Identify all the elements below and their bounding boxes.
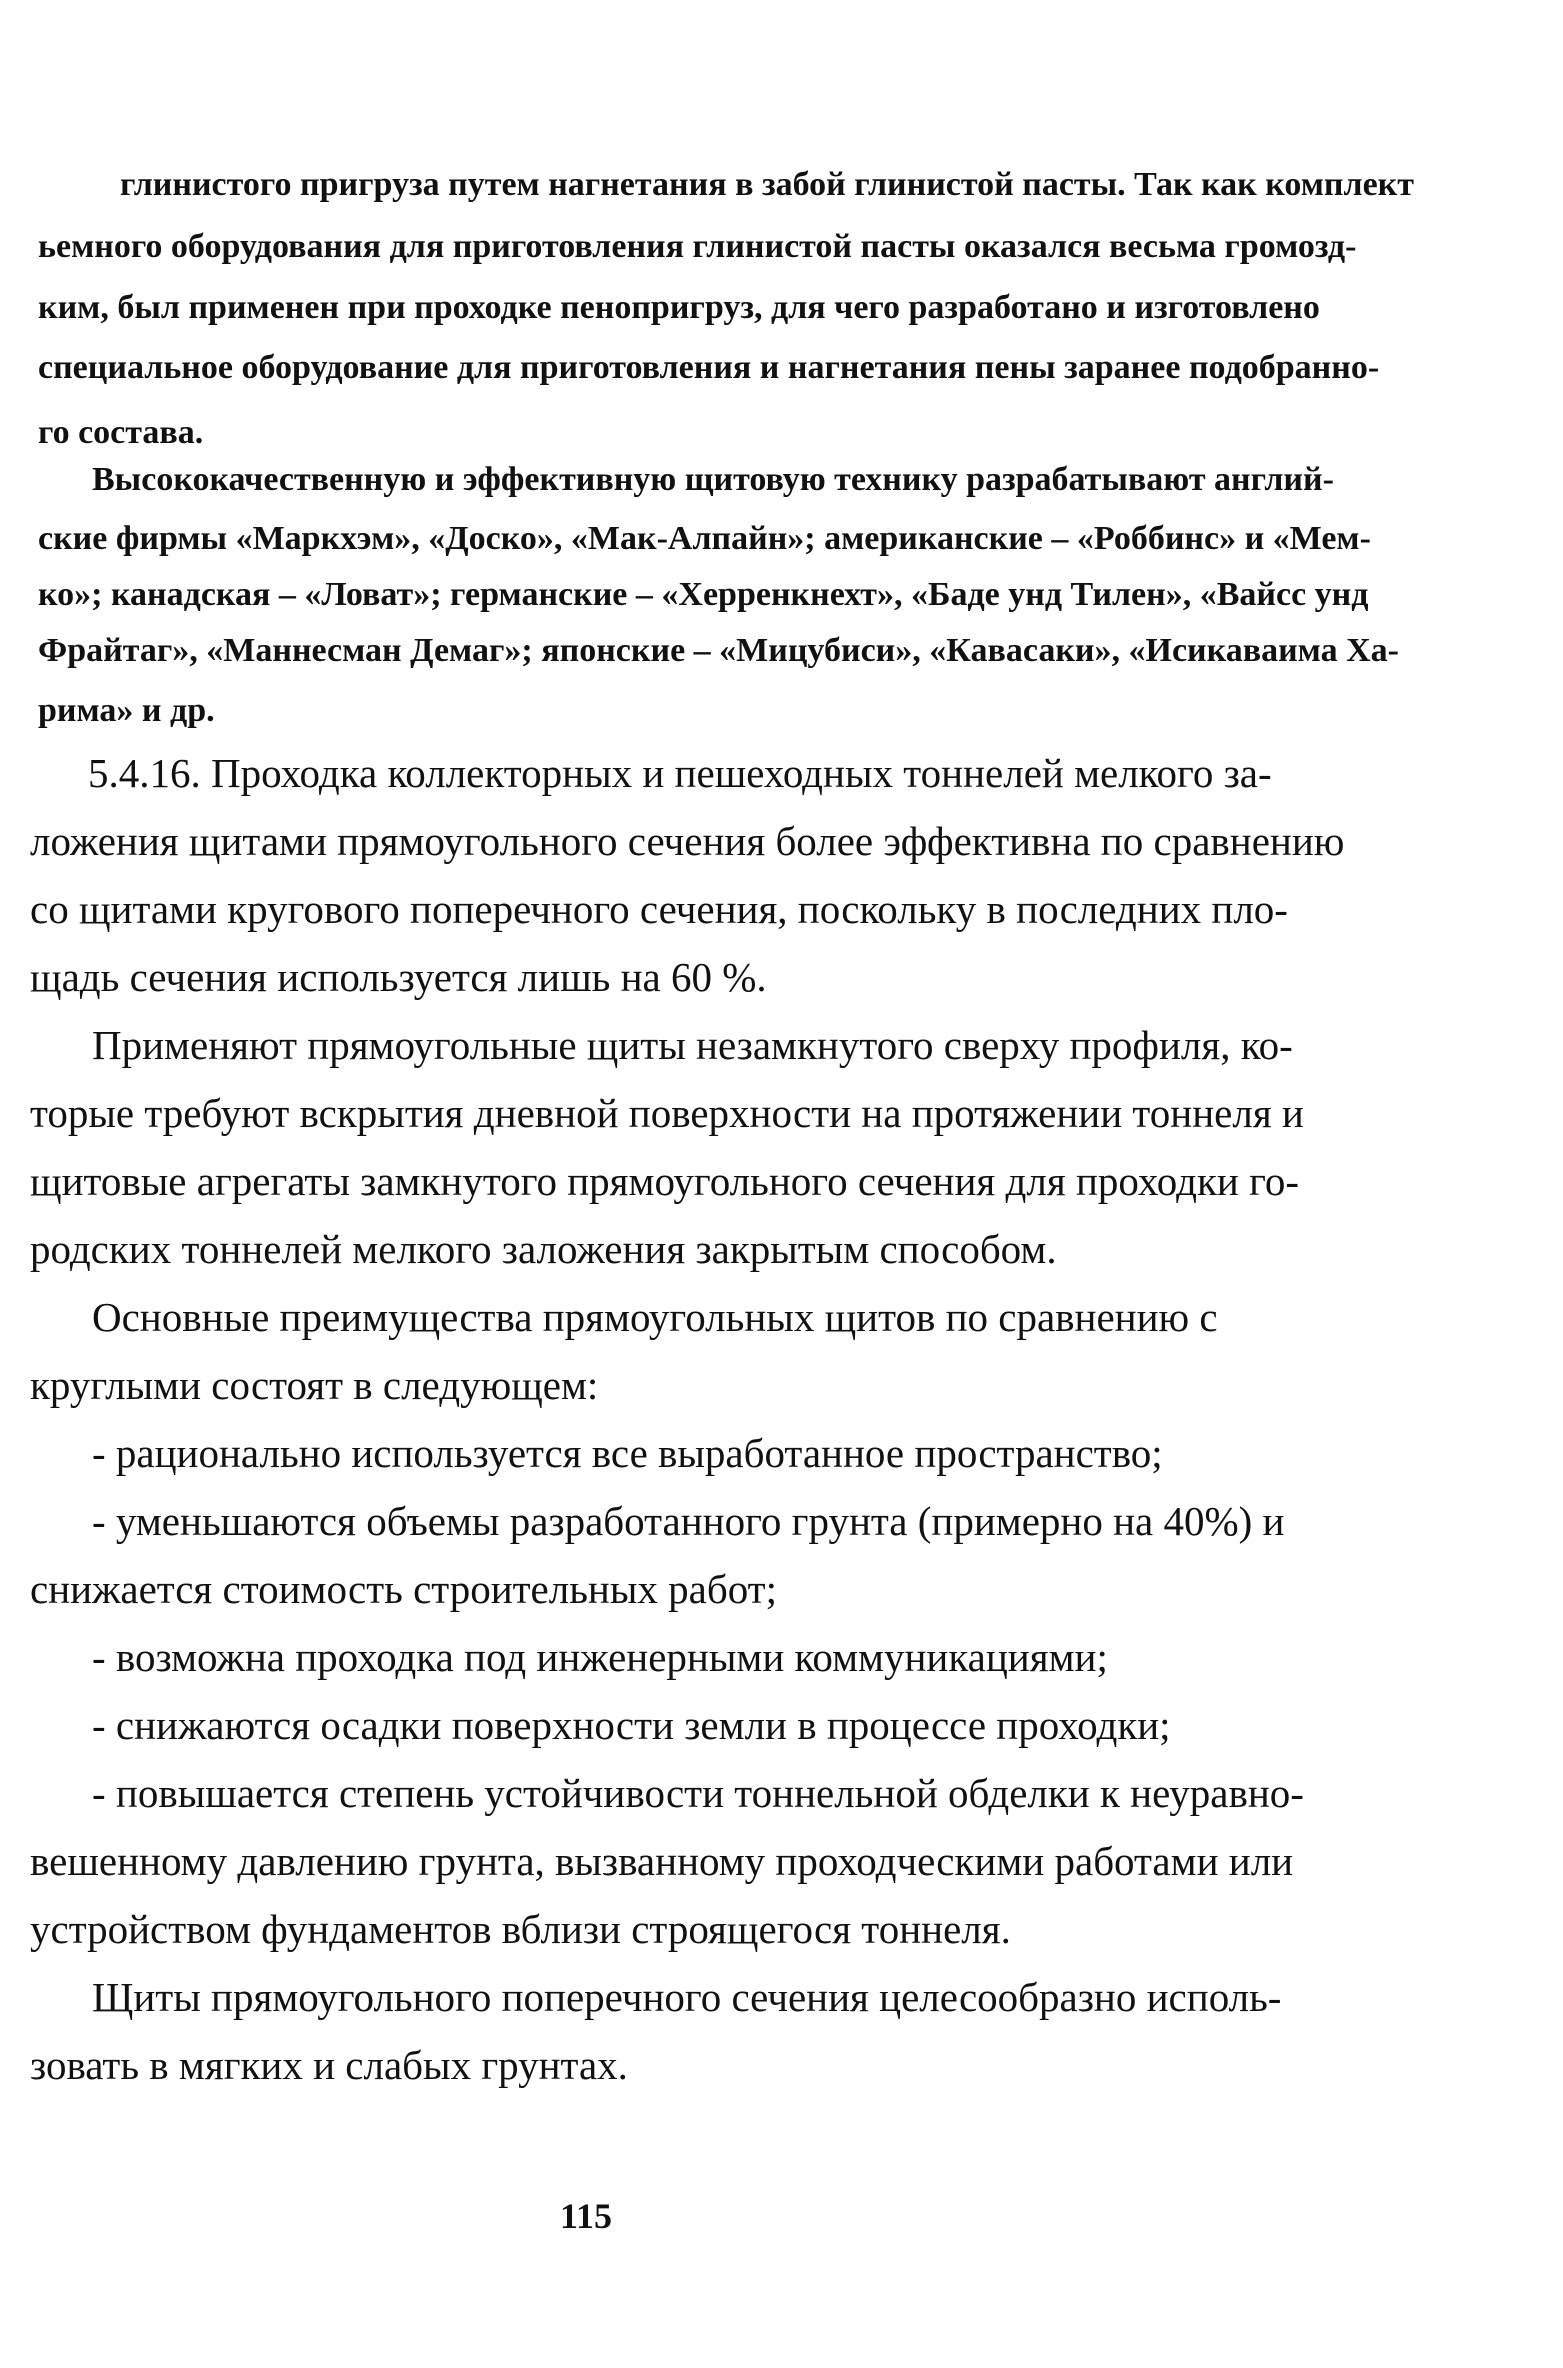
block1-line-2: ьемного оборудования для приготовления глинистой пасты оказался весьма громозд- (38, 228, 1357, 265)
para2-line-1: Применяют прямоугольные щиты незамкнутого сверху профиля, ко- (92, 1022, 1293, 1068)
para3-line-1: Основные преимущества прямоугольных щитов по сравнению с (92, 1294, 1218, 1340)
block1-line-4: специальное оборудование для приготовления и нагнетания пены заранее подобранно- (38, 349, 1380, 386)
bullet-line-5: - снижаются осадки поверхности земли в процессе проходки; (92, 1702, 1171, 1748)
para2-line-4: родских тоннелей мелкого заложения закрытым способом. (30, 1226, 1057, 1272)
section-line-1: 5.4.16. Проходка коллекторных и пешеходных тоннелей мелкого за- (88, 750, 1272, 796)
block2-line-4: Фрайтаг», «Маннесман Демаг»; японские – «Мицубиси», «Кавасаки», «Исикаваима Ха- (38, 632, 1399, 669)
section-line-4: щадь сечения используется лишь на 60 %. (30, 954, 767, 1000)
bullet-line-7: вешенному давлению грунта, вызванному проходческими работами или (30, 1838, 1294, 1884)
bullet-line-6: - повышается степень устойчивости тоннельной обделки к неуравно- (92, 1770, 1304, 1816)
block2-line-3: ко»; канадская – «Ловат»; германские – «Херренкнехт», «Баде унд Тилен», «Вайсс унд (38, 576, 1369, 613)
bullet-line-4: - возможна проходка под инженерными коммуникациями; (92, 1634, 1108, 1680)
bullet-line-2: - уменьшаются объемы разработанного грунта (примерно на 40%) и (92, 1498, 1285, 1544)
block1-line-3: ким, был применен при проходке пенопригруз, для чего разработано и изготовлено (38, 289, 1320, 326)
block1-line-1: глинистого пригруза путем нагнетания в забой глинистой пасты. Так как комплект (120, 166, 1414, 203)
bullet-line-8: устройством фундаментов вблизи строящегося тоннеля. (30, 1906, 1011, 1952)
para2-line-2: торые требуют вскрытия дневной поверхности на протяжении тоннеля и (30, 1090, 1304, 1136)
page-number: 115 (560, 2196, 613, 2236)
para2-line-3: щитовые агрегаты замкнутого прямоугольного сечения для проходки го- (30, 1158, 1300, 1204)
block2-line-5: рима» и др. (38, 692, 215, 729)
block2-line-1: Высококачественную и эффективную щитовую технику разрабатывают англий- (92, 461, 1334, 498)
section-line-3: со щитами кругового поперечного сечения, поскольку в последних пло- (30, 886, 1288, 932)
para4-line-2: зовать в мягких и слабых грунтах. (30, 2042, 628, 2088)
bullet-line-3: снижается стоимость строительных работ; (30, 1566, 777, 1612)
section-line-2: ложения щитами прямоугольного сечения более эффективна по сравнению (30, 818, 1345, 864)
block1-line-5: го состава. (38, 414, 204, 451)
para4-line-1: Щиты прямоугольного поперечного сечения целесообразно исполь- (92, 1974, 1282, 2020)
bullet-line-1: - рационально используется все выработанное пространство; (92, 1430, 1163, 1476)
para3-line-2: круглыми состоят в следующем: (30, 1362, 599, 1408)
block2-line-2: ские фирмы «Маркхэм», «Доско», «Мак-Алпайн»; американские – «Роббинс» и «Мем- (38, 520, 1371, 557)
